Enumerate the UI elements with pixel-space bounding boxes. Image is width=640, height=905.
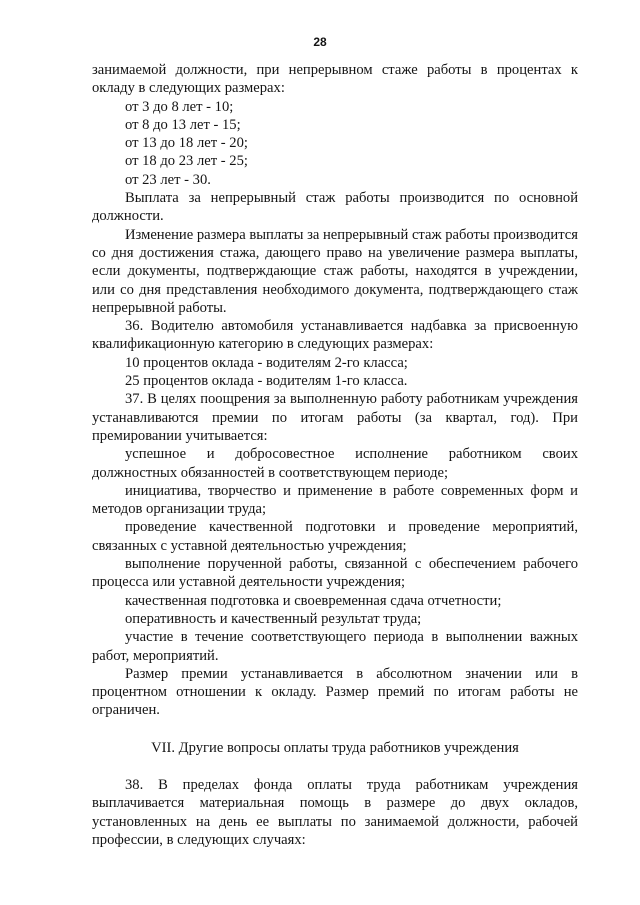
paragraph-main-position: Выплата за непрерывный стаж работы производится по основной должности. xyxy=(92,190,578,225)
paragraph-36: 36. Водителю автомобиля устанавливается надбавка за присвоенную квалификационную категорию в следующих размерах: xyxy=(92,318,578,353)
bonus-criterion: оперативность и качественный результат труда; xyxy=(125,610,422,627)
section-heading: VII. Другие вопросы оплаты труда работников учреждения xyxy=(151,739,519,756)
seniority-item: от 23 лет - 30. xyxy=(125,171,211,188)
seniority-list xyxy=(92,98,578,189)
seniority-item: от 3 до 8 лет - 10; xyxy=(125,98,234,115)
bonus-criterion: качественная подготовка и своевременная сдача отчетности; xyxy=(125,592,502,609)
driver-list xyxy=(92,354,578,391)
paragraph-change: Изменение размера выплаты за непрерывный стаж работы производится со дня достижения стажа, дающего право на увеличение размера выплаты, если документы, подтверждающие стаж работы, находятся в учреждении, или со дня представления необходимого документа, подтверждающего стаж непрерывной работы. xyxy=(92,226,578,316)
bonus-criterion: участие в течение соответствующего периода в выполнении важных работ, мероприятий. xyxy=(92,629,578,664)
paragraph-bonus-size: Размер премии устанавливается в абсолютном значении или в процентном отношении к окладу. Размер премий по итогам работы не ограничен. xyxy=(92,665,578,719)
seniority-item: от 8 до 13 лет - 15; xyxy=(125,116,241,133)
bonus-criterion: инициатива, творчество и применение в работе современных форм и методов организации труда; xyxy=(92,482,578,518)
paragraph-37: 37. В целях поощрения за выполненную работу работникам учреждения устанавливаются премии по итогам работы (за квартал, год). При премировании учитывается: xyxy=(92,391,578,444)
bonus-criterion: проведение качественной подготовки и проведение мероприятий, связанных с уставной деятельностью учреждения; xyxy=(92,519,578,554)
bonus-criteria-list xyxy=(92,445,578,665)
seniority-item: от 18 до 23 лет - 25; xyxy=(125,153,248,170)
page-number: 28 xyxy=(313,35,327,49)
document-body xyxy=(92,61,578,849)
bonus-criterion: успешное и добросовестное исполнение работником своих должностных обязанностей в соответствующем периоде; xyxy=(92,446,578,481)
paragraph-continuation: занимаемой должности, при непрерывном стаже работы в процентах к окладу в следующих размерах: xyxy=(92,62,578,97)
seniority-item: от 13 до 18 лет - 20; xyxy=(125,135,248,152)
paragraph-38: 38. В пределах фонда оплаты труда работникам учреждения выплачивается материальная помощь в размере до двух окладов, установленных на день ее выплаты по занимаемой должности, рабочей профессии, в следующих случаях: xyxy=(92,776,578,848)
driver-item: 10 процентов оклада - водителям 2-го класса; xyxy=(125,354,408,371)
bonus-criterion: выполнение порученной работы, связанной с обеспечением рабочего процесса или уставной деятельности учреждения; xyxy=(92,556,578,591)
driver-item: 25 процентов оклада - водителям 1-го класса. xyxy=(125,373,408,390)
